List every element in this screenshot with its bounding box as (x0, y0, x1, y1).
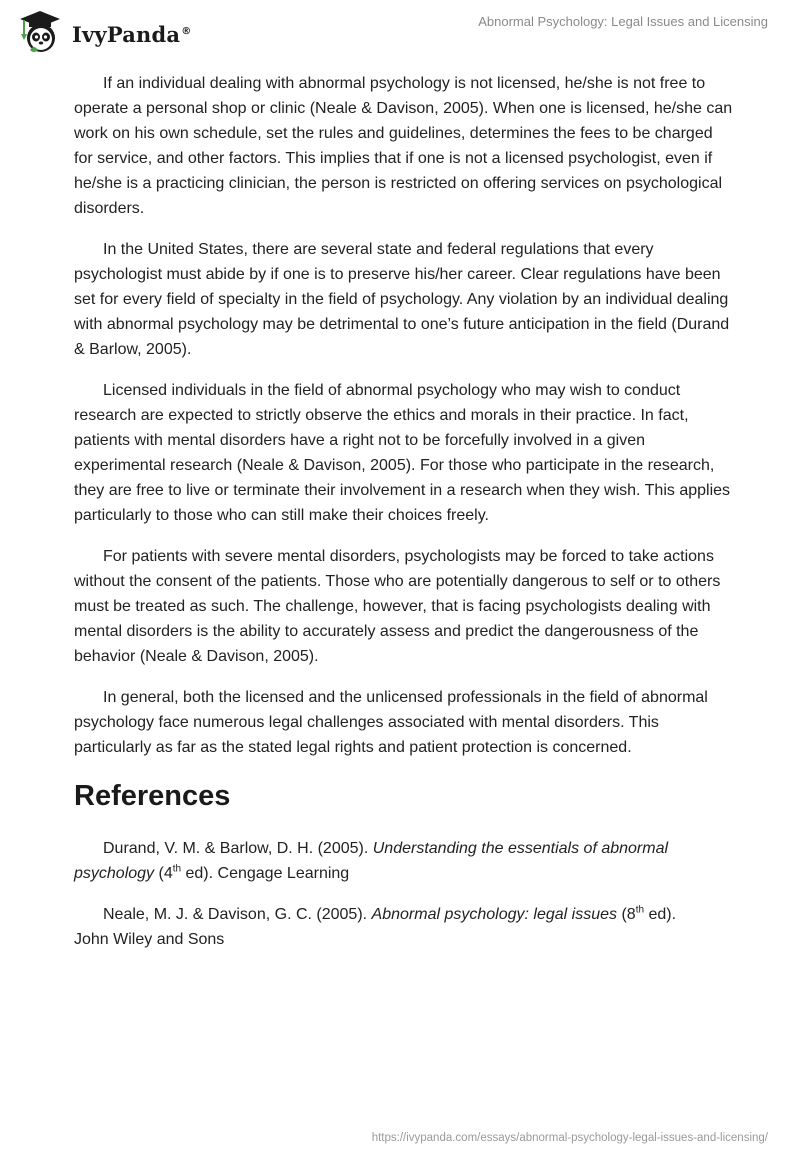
references-heading: References (74, 780, 231, 812)
reference-item (74, 836, 704, 886)
reference-authors: Durand, V. M. & Barlow, D. H. (2005). (103, 840, 373, 857)
reference-item (74, 902, 704, 952)
page-header (0, 0, 800, 60)
essay-content (74, 71, 734, 968)
registered-mark: ® (181, 25, 192, 37)
reference-edition-suffix: th (635, 904, 645, 916)
body-paragraph: If an individual dealing with abnormal psychology is not licensed, he/she is not free to operate a personal shop or clinic (Neale & Davison, 2005). When one is licensed, he/she can work on his own schedule, set the rules and guidelines, determines the fees to be charged for service, and other factors. This implies that if one is not a licensed psychologist, even if he/she is a practicing clinician, the person is restricted on offering services on psychological disorders. (74, 75, 733, 217)
source-url[interactable]: https://ivypanda.com/essays/abnormal-psychology-legal-issues-and-licensing/ (371, 1132, 768, 1144)
reference-title: Understanding the essentials of abnormal psychology (74, 840, 669, 882)
body-paragraph: Licensed individuals in the field of abnormal psychology who may wish to conduct research are expected to strictly observe the ethics and morals in their practice. In fact, patients with mental disorders have a right not to be forcefully involved in a given experimental research (Neale & Davison, 2005). For those who participate in the research, they are free to live or terminate their involvement in a research when they wish. This applies particularly to those who can still make their choices freely. (74, 382, 731, 524)
reference-edition-suffix: th (172, 863, 182, 875)
reference-authors: Neale, M. J. & Davison, G. C. (2005). (103, 906, 372, 923)
brand-logo[interactable] (16, 8, 191, 56)
reference-edition: (8 (617, 906, 636, 923)
reference-publisher: ed). John Wiley and Sons (74, 906, 677, 948)
body-paragraph: In general, both the licensed and the unlicensed professionals in the field of abnormal psychology face numerous legal challenges associated with mental disorders. This particularly as far as the stated legal rights and patient protection is concerned. (74, 689, 708, 756)
panda-graduate-icon (16, 8, 64, 56)
reference-title: Abnormal psychology: legal issues (371, 906, 618, 923)
document-title: Abnormal Psychology: Legal Issues and Licensing (478, 14, 768, 29)
body-paragraph: For patients with severe mental disorders, psychologists may be forced to take actions without the consent of the patients. Those who are potentially dangerous to self or to others must be treated as such. The challenge, however, that is facing psychologists dealing with mental disorders is the ability to accurately assess and predict the dangerousness of the behavior (Neale & Davison, 2005). (74, 548, 721, 665)
body-paragraph: In the United States, there are several state and federal regulations that every psychologist must abide by if one is to preserve his/her career. Clear regulations have been set for every field of specialty in the field of psychology. Any violation by an individual dealing with abnormal psychology may be detrimental to one’s future anticipation in the field (Durand & Barlow, 2005). (74, 241, 730, 358)
reference-publisher: ed). Cengage Learning (181, 865, 350, 882)
brand-name: IvyPanda® (72, 21, 192, 47)
reference-edition: (4 (154, 865, 173, 882)
